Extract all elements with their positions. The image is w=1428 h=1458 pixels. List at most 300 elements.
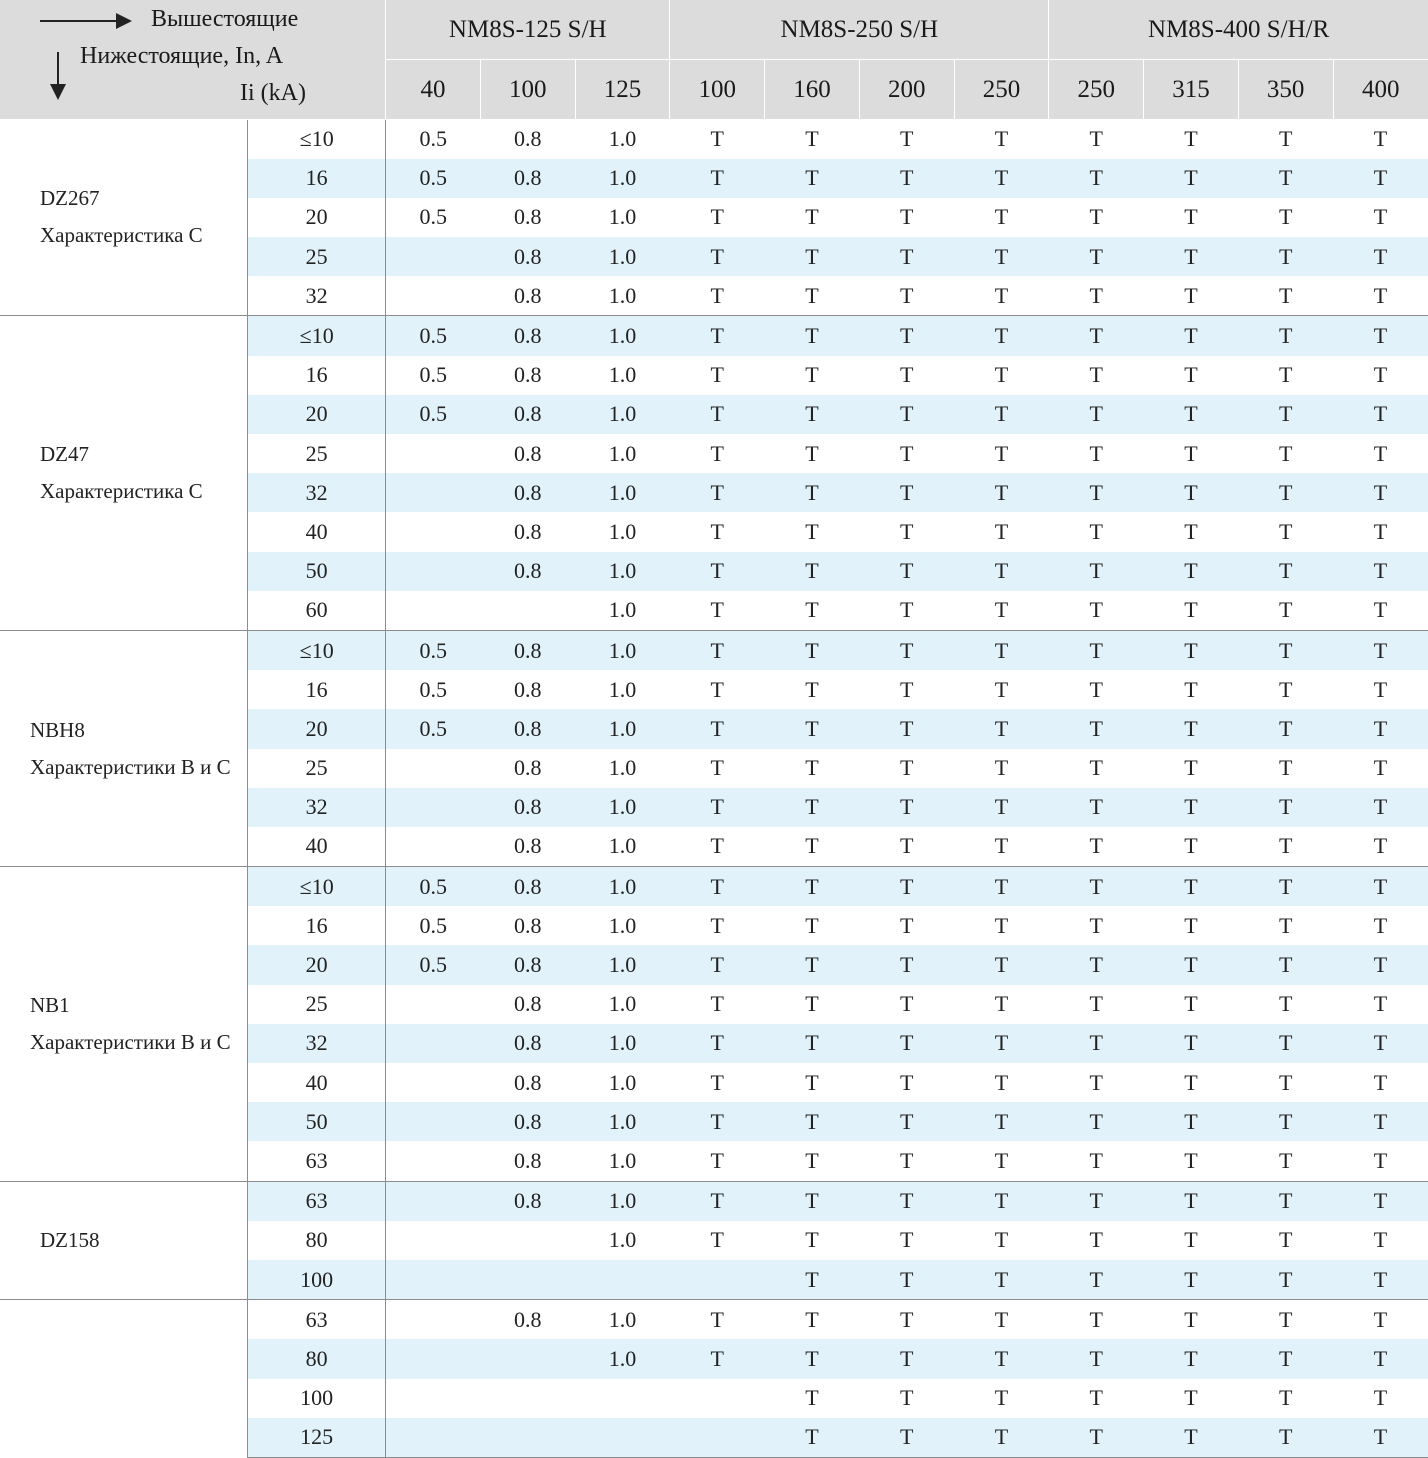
rating-header: 400 — [1333, 60, 1428, 120]
value-cell: T — [765, 473, 860, 512]
value-cell: T — [1238, 788, 1333, 827]
value-cell: 1.0 — [575, 1339, 670, 1378]
ii-cell: 25 — [248, 434, 386, 473]
downstream-label: Нижестоящие, In, A — [80, 43, 284, 70]
value-cell: T — [1373, 755, 1388, 781]
device-cell — [0, 316, 248, 631]
value-cell: T — [765, 159, 860, 198]
value-cell: T — [954, 867, 1049, 907]
ii-cell: 25 — [248, 237, 386, 276]
value-cell: T — [899, 1069, 914, 1095]
value-cell: 0.5 — [386, 867, 481, 907]
value-cell: T — [1049, 788, 1144, 827]
value-cell: T — [710, 912, 724, 938]
value-cell — [386, 827, 481, 867]
value-cell: T — [859, 395, 954, 434]
value-cell: T — [1144, 473, 1239, 512]
device-characteristic: Характеристики B и C — [30, 1029, 231, 1054]
value-cell: T — [1184, 125, 1198, 151]
ii-cell: ≤10 — [248, 119, 386, 159]
value-cell: T — [1333, 473, 1428, 512]
value-cell: T — [805, 1227, 819, 1253]
value-cell: 0.5 — [386, 356, 481, 395]
ii-cell: 32 — [248, 1024, 386, 1063]
value-cell: T — [1238, 316, 1333, 356]
value-cell — [386, 1141, 481, 1181]
value-cell: 1.0 — [575, 159, 670, 198]
value-cell: T — [1278, 440, 1293, 466]
value-cell: T — [1278, 1385, 1293, 1411]
value-cell: T — [1373, 1227, 1388, 1253]
value-cell — [480, 591, 575, 631]
value-cell: T — [994, 676, 1009, 702]
value-cell: 0.8 — [480, 276, 575, 316]
value-cell: T — [805, 912, 819, 938]
value-cell: T — [1049, 1102, 1144, 1141]
rating-header: 350 — [1238, 60, 1333, 120]
value-cell: 0.5 — [386, 709, 481, 748]
table-body — [0, 119, 1428, 1457]
value-cell: T — [1333, 591, 1428, 631]
rating-header: 250 — [1049, 60, 1144, 120]
value-cell: T — [1278, 1069, 1293, 1095]
group-header-nm8s-125: NM8S-125 S/H — [386, 0, 670, 60]
value-cell: T — [670, 552, 765, 591]
ii-cell: ≤10 — [248, 867, 386, 907]
value-cell: 0.8 — [480, 709, 575, 748]
value-cell: T — [1049, 473, 1144, 512]
value-cell: 1.0 — [575, 276, 670, 316]
value-cell: T — [994, 1227, 1009, 1253]
value-cell: 1.0 — [575, 316, 670, 356]
ii-cell: 16 — [248, 670, 386, 709]
value-cell: T — [1278, 518, 1293, 544]
value-cell: T — [1184, 518, 1198, 544]
device-characteristic: Характеристика C — [40, 479, 203, 504]
value-cell — [386, 1418, 481, 1458]
value-cell — [670, 1418, 765, 1458]
value-cell: 0.8 — [514, 440, 542, 466]
value-cell — [386, 1221, 481, 1260]
table-row — [0, 316, 1428, 356]
value-cell — [386, 1063, 481, 1102]
value-cell: T — [954, 1300, 1049, 1340]
value-cell: T — [670, 591, 765, 631]
value-cell: T — [954, 709, 1049, 748]
value-cell: 0.5 — [386, 670, 481, 709]
value-cell: T — [1049, 1181, 1144, 1221]
value-cell — [386, 749, 481, 788]
value-cell: T — [954, 630, 1049, 670]
value-cell: T — [1049, 1024, 1144, 1063]
rating-header: 100 — [480, 60, 575, 120]
value-cell: T — [805, 1069, 819, 1095]
rating-header: 200 — [859, 60, 954, 120]
value-cell: 1.0 — [608, 676, 637, 702]
value-cell: T — [1238, 1181, 1333, 1221]
value-cell: 0.8 — [480, 1141, 575, 1181]
device-characteristic: Характеристика C — [40, 223, 203, 248]
value-cell: T — [954, 1024, 1049, 1063]
value-cell: 0.8 — [480, 159, 575, 198]
value-cell: T — [1144, 1339, 1239, 1378]
value-cell: 1.0 — [608, 440, 637, 466]
value-cell: T — [710, 755, 724, 781]
value-cell: T — [899, 204, 914, 230]
value-cell: T — [710, 1069, 724, 1095]
value-cell: T — [1144, 395, 1239, 434]
value-cell: T — [765, 1418, 860, 1458]
device-cell — [0, 1300, 248, 1458]
value-cell: T — [1333, 1260, 1428, 1300]
value-cell: 1.0 — [608, 125, 637, 151]
value-cell: 1.0 — [575, 552, 670, 591]
value-cell: T — [954, 788, 1049, 827]
value-cell: T — [765, 709, 860, 748]
value-cell: T — [1333, 237, 1428, 276]
value-cell: T — [994, 362, 1009, 388]
value-cell: T — [899, 518, 914, 544]
value-cell: 0.8 — [514, 125, 542, 151]
value-cell: T — [1089, 1227, 1103, 1253]
value-cell: T — [1333, 1339, 1428, 1378]
value-cell: 0.8 — [480, 316, 575, 356]
value-cell: T — [1333, 552, 1428, 591]
value-cell: T — [1184, 1385, 1198, 1411]
value-cell: T — [859, 867, 954, 907]
device-cell — [0, 1181, 248, 1300]
value-cell: T — [954, 159, 1049, 198]
value-cell: T — [1333, 827, 1428, 867]
value-cell — [386, 591, 481, 631]
value-cell: T — [1049, 1300, 1144, 1340]
value-cell: T — [899, 125, 914, 151]
device-cell — [0, 630, 248, 866]
value-cell: 1.0 — [575, 591, 670, 631]
value-cell: T — [1089, 125, 1103, 151]
value-cell: T — [1049, 1260, 1144, 1300]
value-cell: 1.0 — [575, 630, 670, 670]
value-cell: T — [1238, 709, 1333, 748]
value-cell: T — [1373, 204, 1388, 230]
value-cell: T — [765, 630, 860, 670]
ii-cell: 80 — [248, 1221, 386, 1260]
value-cell: T — [765, 395, 860, 434]
value-cell: T — [765, 552, 860, 591]
table-row — [0, 630, 1428, 670]
device-cell — [0, 119, 248, 316]
value-cell: T — [805, 518, 819, 544]
value-cell: T — [954, 276, 1049, 316]
value-cell: T — [1373, 912, 1388, 938]
ii-cell: 16 — [248, 159, 386, 198]
value-cell: T — [1089, 912, 1103, 938]
value-cell: T — [954, 827, 1049, 867]
value-cell: T — [1049, 1339, 1144, 1378]
value-cell: T — [1049, 630, 1144, 670]
value-cell: T — [859, 1102, 954, 1141]
value-cell: T — [765, 1102, 860, 1141]
value-cell: T — [859, 630, 954, 670]
value-cell: T — [1089, 1069, 1103, 1095]
value-cell: T — [805, 440, 819, 466]
header-corner — [0, 0, 386, 119]
value-cell: T — [1144, 237, 1239, 276]
value-cell: 0.5 — [386, 945, 481, 984]
value-cell: T — [1238, 945, 1333, 984]
value-cell: T — [859, 1141, 954, 1181]
ii-cell: 16 — [248, 356, 386, 395]
ii-cell: 100 — [248, 1379, 386, 1418]
value-cell: 1.0 — [608, 362, 637, 388]
table-row — [0, 867, 1428, 907]
value-cell: 1.0 — [575, 945, 670, 984]
upstream-label: Вышестоящие — [151, 6, 299, 33]
value-cell: T — [1333, 788, 1428, 827]
value-cell: 0.8 — [514, 518, 542, 544]
value-cell: T — [710, 362, 724, 388]
ii-cell: 63 — [248, 1300, 386, 1340]
value-cell: T — [899, 440, 914, 466]
value-cell: T — [1144, 1024, 1239, 1063]
device-name: DZ267 — [40, 186, 100, 211]
value-cell: T — [670, 827, 765, 867]
value-cell: T — [1184, 912, 1198, 938]
value-cell: T — [1049, 709, 1144, 748]
value-cell: T — [1333, 159, 1428, 198]
value-cell — [386, 788, 481, 827]
value-cell — [386, 276, 481, 316]
value-cell: T — [859, 1260, 954, 1300]
value-cell: T — [1144, 1260, 1239, 1300]
value-cell: T — [710, 440, 724, 466]
value-cell: T — [1373, 125, 1388, 151]
value-cell: T — [1049, 276, 1144, 316]
value-cell: 0.8 — [480, 867, 575, 907]
value-cell: T — [1333, 945, 1428, 984]
ii-cell: 50 — [248, 1102, 386, 1141]
value-cell: T — [1333, 276, 1428, 316]
value-cell: 0.8 — [480, 827, 575, 867]
value-cell: T — [1333, 709, 1428, 748]
value-cell: T — [859, 316, 954, 356]
value-cell — [386, 1339, 481, 1378]
value-cell: T — [954, 1418, 1049, 1458]
value-cell — [575, 1418, 670, 1458]
value-cell: T — [670, 276, 765, 316]
value-cell: 1.0 — [575, 1024, 670, 1063]
value-cell: T — [1089, 1385, 1103, 1411]
value-cell: T — [954, 1339, 1049, 1378]
value-cell: 0.5 — [386, 906, 481, 945]
value-cell: T — [765, 945, 860, 984]
device-name: DZ47 — [40, 442, 89, 467]
value-cell: T — [1144, 1141, 1239, 1181]
value-cell — [386, 985, 481, 1024]
value-cell: T — [765, 788, 860, 827]
ii-cell: 63 — [248, 1141, 386, 1181]
value-cell: 1.0 — [575, 709, 670, 748]
value-cell: 1.0 — [575, 1300, 670, 1340]
ii-cell: 100 — [248, 1260, 386, 1300]
value-cell: T — [859, 945, 954, 984]
ii-cell: 40 — [248, 1063, 386, 1102]
value-cell: T — [1238, 1102, 1333, 1141]
value-cell — [386, 1300, 481, 1340]
value-cell — [386, 1102, 481, 1141]
value-cell: T — [670, 945, 765, 984]
value-cell: T — [859, 473, 954, 512]
value-cell: 1.0 — [575, 1181, 670, 1221]
value-cell: T — [1333, 867, 1428, 907]
rating-header: 315 — [1144, 60, 1239, 120]
value-cell: 0.8 — [480, 630, 575, 670]
value-cell: T — [859, 1339, 954, 1378]
value-cell: T — [670, 1181, 765, 1221]
value-cell: T — [1373, 991, 1388, 1017]
value-cell: T — [1278, 912, 1293, 938]
ii-cell: 25 — [248, 985, 386, 1024]
value-cell: T — [1373, 1069, 1388, 1095]
ii-cell: 16 — [248, 906, 386, 945]
value-cell: 1.0 — [575, 827, 670, 867]
ii-cell: 20 — [248, 395, 386, 434]
value-cell — [575, 1260, 670, 1300]
value-cell: T — [1144, 552, 1239, 591]
value-cell: T — [1144, 1181, 1239, 1221]
value-cell: T — [899, 362, 914, 388]
rating-header: 125 — [575, 60, 670, 120]
value-cell: T — [1278, 204, 1293, 230]
value-cell: T — [994, 912, 1009, 938]
value-cell: T — [899, 1227, 914, 1253]
table-row — [0, 119, 1428, 159]
value-cell: T — [1333, 1418, 1428, 1458]
value-cell: T — [1049, 867, 1144, 907]
value-cell: T — [670, 709, 765, 748]
value-cell: 0.5 — [386, 395, 481, 434]
value-cell: T — [1238, 473, 1333, 512]
value-cell — [386, 473, 481, 512]
value-cell: T — [765, 827, 860, 867]
value-cell — [386, 552, 481, 591]
value-cell: 0.8 — [480, 552, 575, 591]
value-cell: 0.8 — [480, 395, 575, 434]
value-cell: T — [765, 237, 860, 276]
value-cell: T — [994, 755, 1009, 781]
value-cell: T — [1144, 630, 1239, 670]
value-cell — [480, 1339, 575, 1378]
value-cell: T — [1089, 362, 1103, 388]
value-cell: 0.8 — [514, 676, 542, 702]
value-cell: T — [859, 552, 954, 591]
value-cell — [386, 237, 481, 276]
value-cell: 1.0 — [575, 1102, 670, 1141]
value-cell: T — [710, 204, 724, 230]
value-cell: T — [670, 1141, 765, 1181]
value-cell: T — [670, 1102, 765, 1141]
value-cell: T — [1373, 362, 1388, 388]
value-cell: T — [859, 276, 954, 316]
value-cell: T — [1049, 552, 1144, 591]
value-cell: T — [1049, 316, 1144, 356]
value-cell: T — [710, 676, 724, 702]
value-cell: T — [805, 755, 819, 781]
value-cell: T — [1184, 204, 1198, 230]
value-cell: T — [954, 945, 1049, 984]
value-cell: 1.0 — [575, 395, 670, 434]
value-cell: T — [1144, 591, 1239, 631]
group-header-nm8s-400: NM8S-400 S/H/R — [1049, 0, 1428, 60]
value-cell: T — [1238, 867, 1333, 907]
value-cell: T — [859, 1300, 954, 1340]
value-cell: T — [899, 1385, 914, 1411]
ii-cell: ≤10 — [248, 630, 386, 670]
value-cell: T — [859, 827, 954, 867]
value-cell: T — [899, 676, 914, 702]
value-cell: T — [1238, 395, 1333, 434]
value-cell: T — [994, 440, 1009, 466]
value-cell: T — [1333, 630, 1428, 670]
value-cell: T — [1238, 1141, 1333, 1181]
value-cell: T — [710, 1227, 724, 1253]
value-cell: T — [1238, 237, 1333, 276]
value-cell: T — [1089, 755, 1103, 781]
ii-cell: 32 — [248, 788, 386, 827]
value-cell: 0.8 — [480, 473, 575, 512]
device-name: NBH8 — [30, 717, 85, 742]
value-cell: 1.0 — [608, 991, 637, 1017]
rating-header: 100 — [670, 60, 765, 120]
value-cell: T — [670, 1339, 765, 1378]
value-cell: T — [1144, 945, 1239, 984]
device-cell — [0, 867, 248, 1182]
value-cell: T — [1278, 676, 1293, 702]
value-cell: T — [1144, 316, 1239, 356]
value-cell: T — [1238, 552, 1333, 591]
value-cell: T — [1089, 676, 1103, 702]
value-cell: 0.8 — [480, 1102, 575, 1141]
value-cell: T — [954, 316, 1049, 356]
value-cell: T — [899, 912, 914, 938]
value-cell: T — [1238, 1418, 1333, 1458]
value-cell — [575, 1379, 670, 1418]
ii-cell: 32 — [248, 473, 386, 512]
value-cell: T — [954, 473, 1049, 512]
value-cell — [386, 1181, 481, 1221]
ii-cell: 125 — [248, 1418, 386, 1458]
value-cell: T — [954, 1102, 1049, 1141]
value-cell: T — [994, 991, 1009, 1017]
value-cell: T — [670, 788, 765, 827]
value-cell: T — [859, 1024, 954, 1063]
value-cell: T — [710, 991, 724, 1017]
value-cell: T — [1184, 991, 1198, 1017]
value-cell: T — [765, 316, 860, 356]
value-cell: T — [954, 1181, 1049, 1221]
value-cell — [480, 1221, 575, 1260]
value-cell: T — [1184, 1227, 1198, 1253]
value-cell: T — [1373, 518, 1388, 544]
value-cell: T — [1144, 1102, 1239, 1141]
value-cell: T — [994, 1069, 1009, 1095]
value-cell — [670, 1260, 765, 1300]
value-cell — [480, 1418, 575, 1458]
value-cell: T — [1049, 159, 1144, 198]
value-cell — [480, 1379, 575, 1418]
value-cell: T — [1144, 276, 1239, 316]
ii-cell: 50 — [248, 552, 386, 591]
